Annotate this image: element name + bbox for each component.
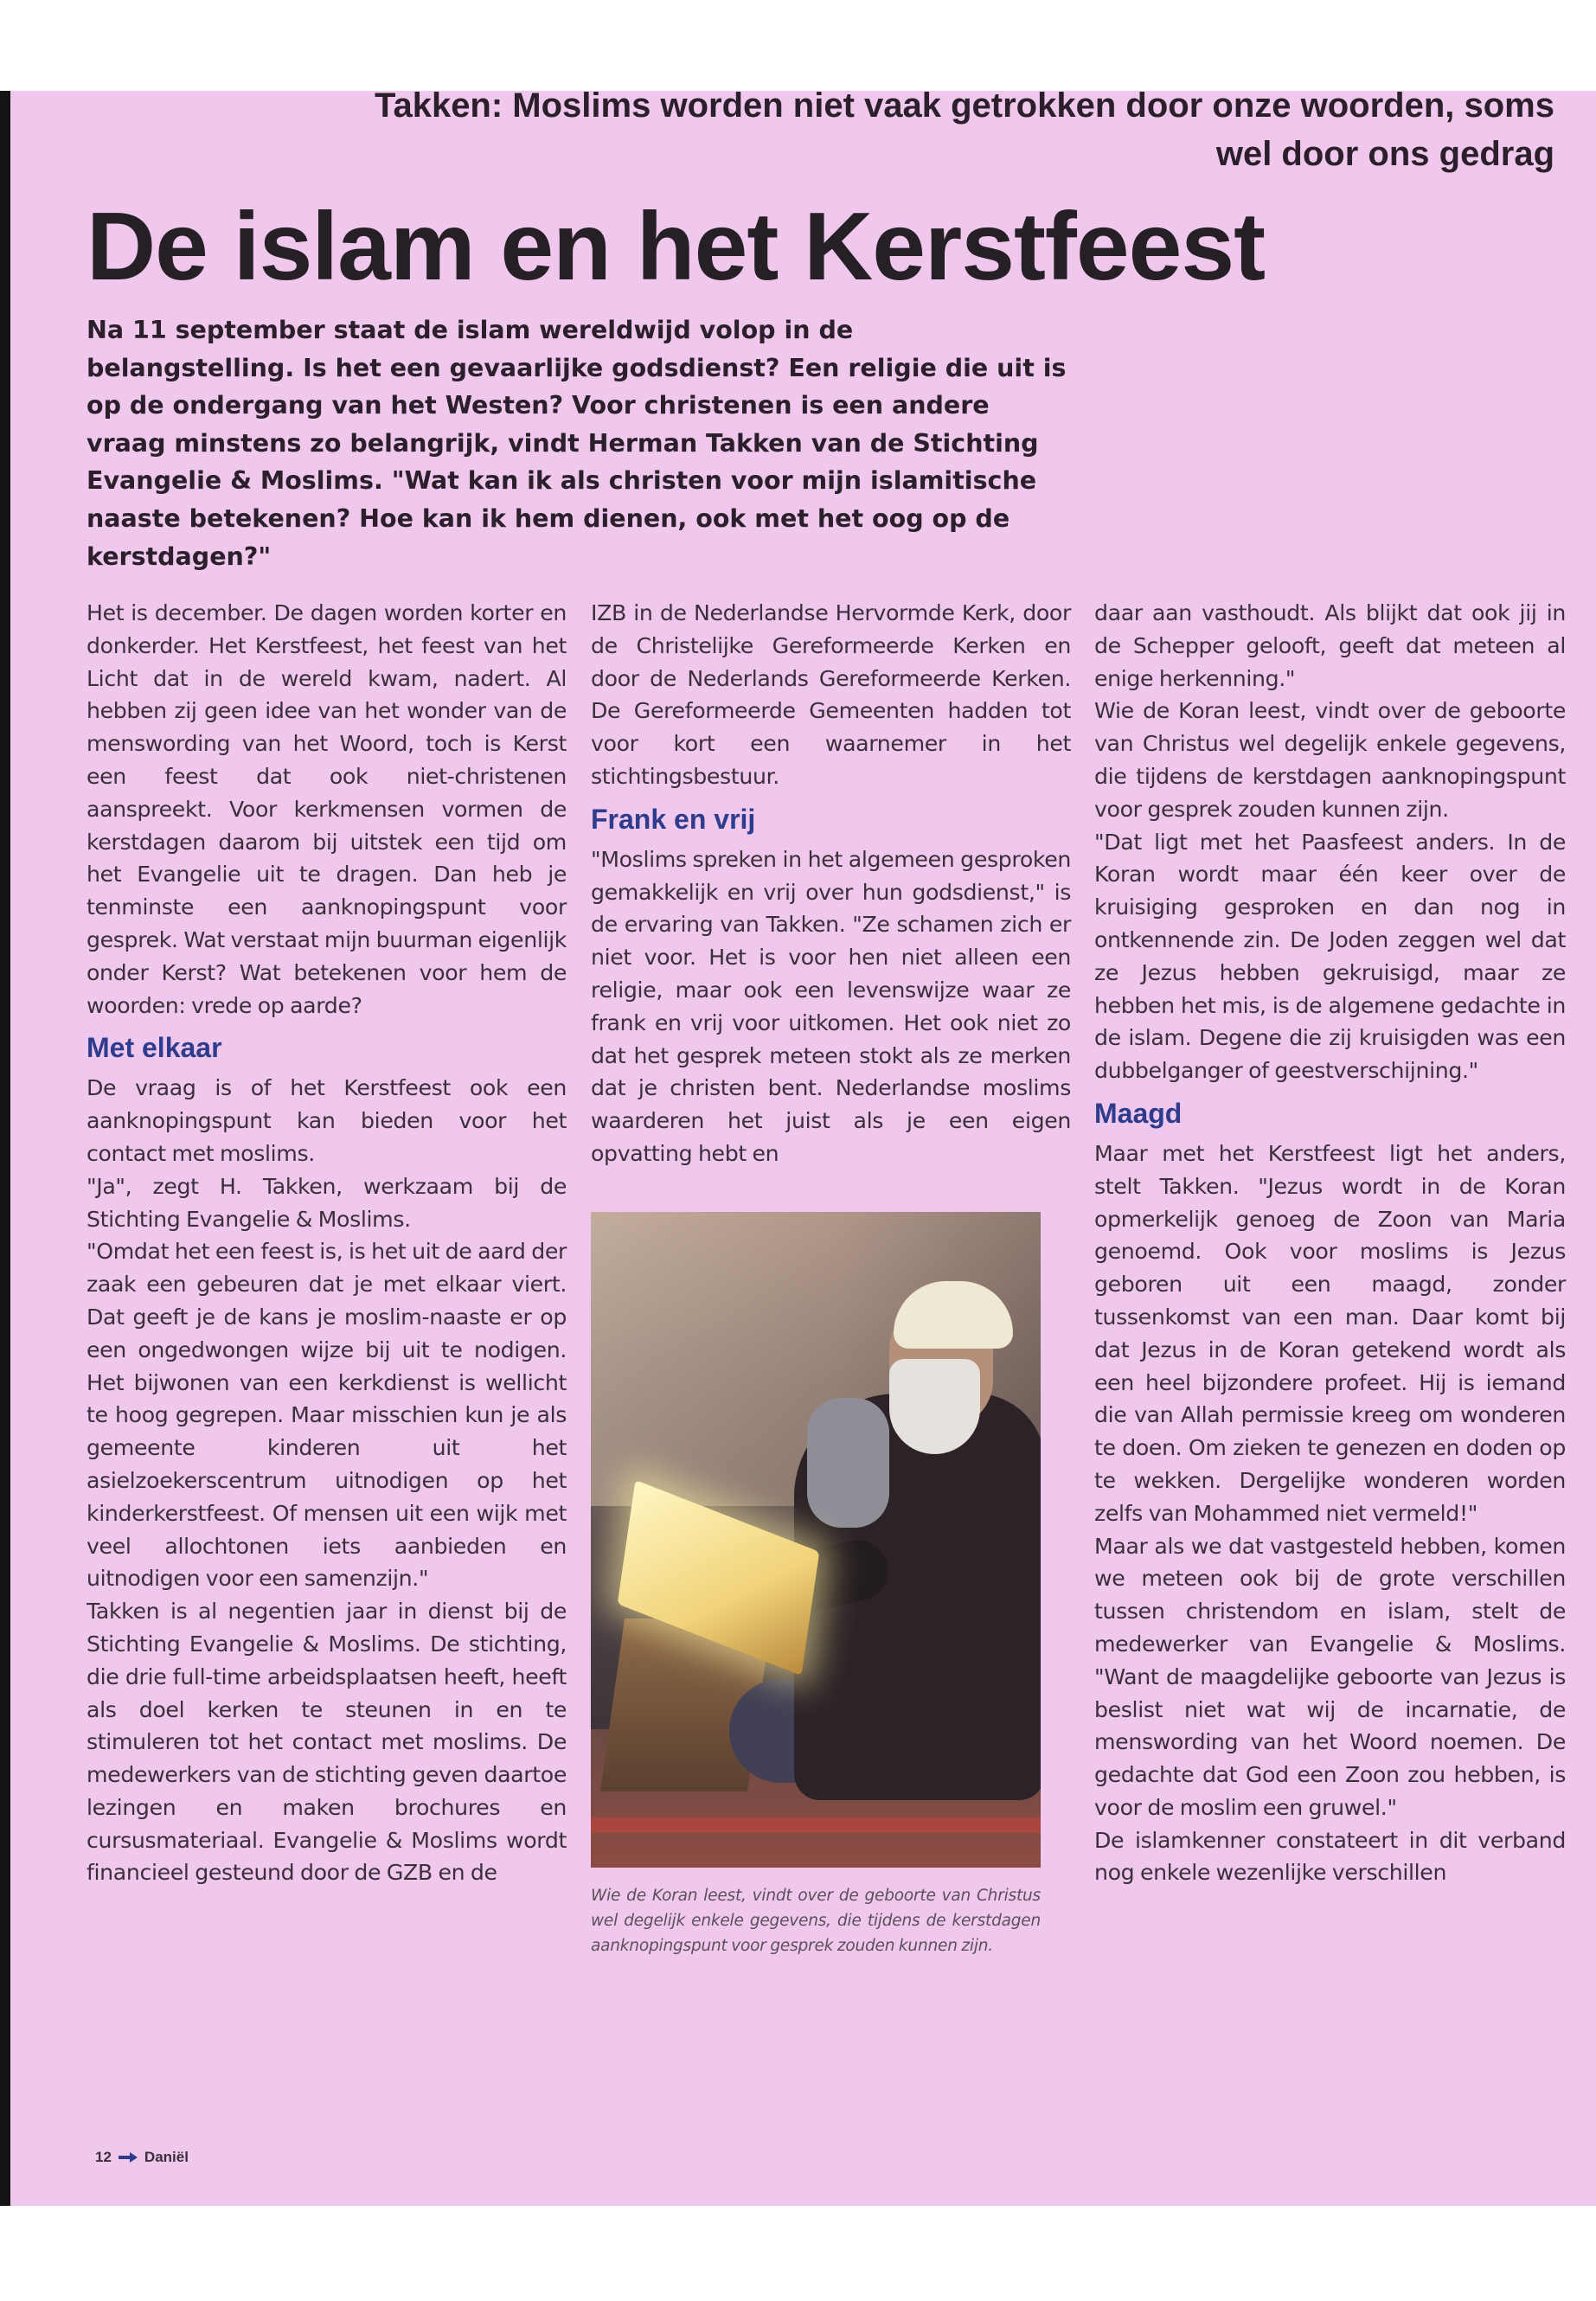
subheading-frank-en-vrij: Frank en vrij (591, 803, 756, 835)
body-paragraph: Takken is al negentien jaar in dienst bij de Stichting Evangelie & Moslims. De stichting, die drie full-time arbeidsplaatsen heeft, heeft als doel kerken te steunen in en te stimuleren tot het contact met moslims. De medewerkers van de stichting geven daartoe lezingen en maken brochures en cursusmateriaal. Evangelie & Moslims wordt financieel gesteund door de GZB en de (87, 1599, 567, 1886)
lead-paragraph: Na 11 september staat de islam wereldwijd volop in de belangstelling. Is het een gevaarlijke godsdienst? Een religie die uit is op de ondergang van het Westen? Voor christenen is een andere vraag minstens zo belangrijk, vindt Herman Takken van de Stichting Evangelie & Moslims. "Wat kan ik als christen voor mijn islamitische naaste betekenen? Hoe kan ik hem dienen, ook met het oog op de kerstdagen?" (87, 316, 1067, 571)
photo-man-reading-koran (591, 1212, 1041, 1868)
column-3 (1094, 597, 1566, 1889)
body-paragraph: Wie de Koran leest, vindt over de geboorte van Christus wel degelijk enkele gegevens, die tijdens de kerstdagen aanknopingspunt voor gesprek zouden kunnen zijn. (1094, 698, 1566, 822)
magazine-name: Daniël (144, 2149, 189, 2165)
body-paragraph: Maar als we dat vastgesteld hebben, komen we meteen ook bij de grote verschillen tussen christendom en islam, stelt de medewerker van Evangelie & Moslims. "Want de maagdelijke geboorte van Jezus is beslist niet wat wij de incarnatie, de menswording van het Woord noemen. De gedachte dat God een Zoon zou hebben, is voor de moslim een gruwel." (1094, 1533, 1566, 1820)
body-paragraph: "Omdat het een feest is, is het uit de aard der zaak een gebeuren dat je met elkaar viert. Dat geeft je de kans je moslim-naaste er op een ongedwongen wijze bij uit te nodigen. Het bijwonen van een kerkdienst is wellicht te hoog gegrepen. Maar misschien kun je als gemeente kinderen uit het asielzoekerscentrum uitnodigen op het kinderkerstfeest. Of mensen uit een wijk met veel allochtonen iets aanbieden en uitnodigen voor een samenzijn." (87, 1239, 567, 1592)
page-number: 12 (95, 2149, 112, 2165)
photo-caption: Wie de Koran leest, vindt over de geboorte van Christus wel degelijk enkele gegevens, die tijdens de kerstdagen aanknopingspunt voor gesprek zouden kunnen zijn. (591, 1886, 1041, 1955)
body-paragraph: De islamkenner constateert in dit verband nog enkele wezenlijke verschillen (1094, 1827, 1566, 1886)
body-paragraph: IZB in de Nederlandse Hervormde Kerk, door de Christelijke Gereformeerde Kerken en door de Nederlands Gereformeerde Kerken. De Gereformeerde Gemeenten hadden tot voor kort een waarnemer in het stichtingsbestuur. (591, 600, 1071, 789)
body-paragraph: De vraag is of het Kerstfeest ook een aanknopingspunt kan bieden voor het contact met moslims. (87, 1075, 567, 1166)
column-1 (87, 597, 567, 1889)
arrow-right-icon (119, 2152, 138, 2163)
body-paragraph: Het is december. De dagen worden korter en donkerder. Het Kerstfeest, het feest van het Licht dat in de wereld kwam, nadert. Al hebben zij geen idee van het wonder van de menswording van het Woord, toch is Kerst een feest dat ook niet-christenen aanspreekt. Voor kerkmensen vormen de kerstdagen daarom bij uitstek een tijd om het Evangelie uit te dragen. Dan heb je tenminste een aanknopingspunt voor gesprek. Wat verstaat mijn buurman eigenlijk onder Kerst? Wat betekenen voor hem de woorden: vrede op aarde? (87, 600, 567, 1018)
body-paragraph: "Moslims spreken in het algemeen gesproken gemakkelijk en vrij over hun godsdienst," is de ervaring van Takken. "Ze schamen zich er niet voor. Het is voor hen niet alleen een religie, maar ook een levenswijze waar ze frank en vrij voor uitkomen. Het ook niet zo dat het gesprek meteen stokt als ze merken dat je christen bent. Nederlandse moslims waarderen het juist als je een eigen opvatting hebt en (591, 846, 1071, 1166)
page-folio (95, 2149, 189, 2166)
subheading-met-elkaar: Met elkaar (87, 1032, 222, 1064)
subheading-maagd: Maagd (1094, 1097, 1183, 1129)
column-2 (591, 597, 1071, 1958)
body-paragraph: daar aan vasthoudt. Als blijkt dat ook jij in de Schepper gelooft, geeft dat meteen al enige herkenning." (1094, 600, 1566, 691)
headline: De islam en het Kerstfeest (87, 193, 1266, 300)
body-paragraph: Maar met het Kerstfeest ligt het anders, stelt Takken. "Jezus wordt in de Koran opmerkelijk genoeg de Zoon van Maria genoemd. Ook voor moslims is Jezus geboren uit een maagd, zonder tussenkomst van een man. Daar komt bij dat Jezus in de Koran getekend wordt als een heel bijzondere profeet. Hij is iemand die van Allah permissie kreeg om wonderen te doen. Om zieken te genezen en doden op te wekken. Dergelijke wonderen worden zelfs van Mohammed niet vermeld!" (1094, 1140, 1566, 1526)
body-paragraph: "Dat ligt met het Paasfeest anders. In de Koran wordt maar één keer over de kruisiging gesproken en dan nog in ontkennende zin. De Joden zeggen wel dat ze Jezus hebben gekruisigd, maar ze hebben het mis, is de algemene gedachte in de islam. Degene die zij kruisigden was een dubbelganger of geestverschijning." (1094, 829, 1566, 1084)
body-paragraph: "Ja", zegt H. Takken, werkzaam bij de Stichting Evangelie & Moslims. (87, 1173, 567, 1232)
kicker-quote: Takken: Moslims worden niet vaak getrokken door onze woorden, soms wel door ons gedrag (374, 87, 1554, 173)
